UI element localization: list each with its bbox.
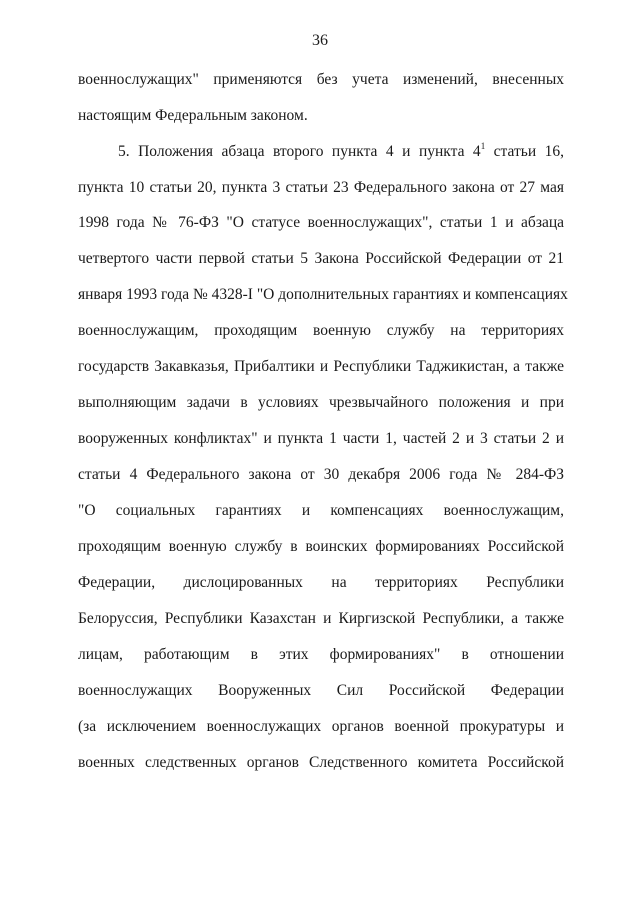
- superscript: 1: [480, 141, 486, 151]
- text-line: лицам, работающим в этих формированиях" в отношении: [78, 646, 564, 663]
- text-line: четвертого части первой статьи 5 Закона Российской Федерации от 21: [78, 250, 564, 267]
- text-line: [118, 142, 564, 162]
- text-line: 1998 года № 76-ФЗ "О статусе военнослужащих", статьи 1 и абзаца: [78, 214, 564, 231]
- text-line: вооруженных конфликтах" и пункта 1 части 1, частей 2 и 3 статьи 2 и: [78, 430, 564, 447]
- text-line: военнослужащих Вооруженных Сил Российской Федерации: [78, 682, 564, 699]
- text-fragment: 5. Положения абзаца второго пункта 4 и пункта 4: [118, 143, 481, 160]
- page-number: 36: [312, 32, 328, 49]
- text-line: статьи 4 Федерального закона от 30 декабря 2006 года № 284-ФЗ: [78, 466, 564, 483]
- text-line: военнослужащих" применяются без учета изменений, внесенных: [78, 71, 564, 88]
- text-line: "О социальных гарантиях и компенсациях военнослужащим,: [78, 502, 564, 519]
- text-line: проходящим военную службу в воинских формированиях Российской: [78, 538, 564, 555]
- text-line: настоящим Федеральным законом.: [78, 107, 308, 124]
- text-line: (за исключением военнослужащих органов военной прокуратуры и: [78, 718, 564, 735]
- text-line: военных следственных органов Следственного комитета Российской: [78, 754, 564, 771]
- text-fragment: статьи 16,: [485, 143, 564, 160]
- text-line: государств Закавказья, Прибалтики и Республики Таджикистан, а также: [78, 358, 564, 375]
- text-line: Белоруссия, Республики Казахстан и Киргизской Республики, а также: [78, 610, 564, 627]
- text-line: января 1993 года № 4328-I "О дополнительных гарантиях и компенсациях: [78, 286, 568, 303]
- text-line: Федерации, дислоцированных на территориях Республики: [78, 574, 564, 591]
- text-line: выполняющим задачи в условиях чрезвычайного положения и при: [78, 394, 564, 411]
- text-line: военнослужащим, проходящим военную службу на территориях: [78, 322, 564, 339]
- text-line: пункта 10 статьи 20, пункта 3 статьи 23 Федерального закона от 27 мая: [78, 179, 564, 196]
